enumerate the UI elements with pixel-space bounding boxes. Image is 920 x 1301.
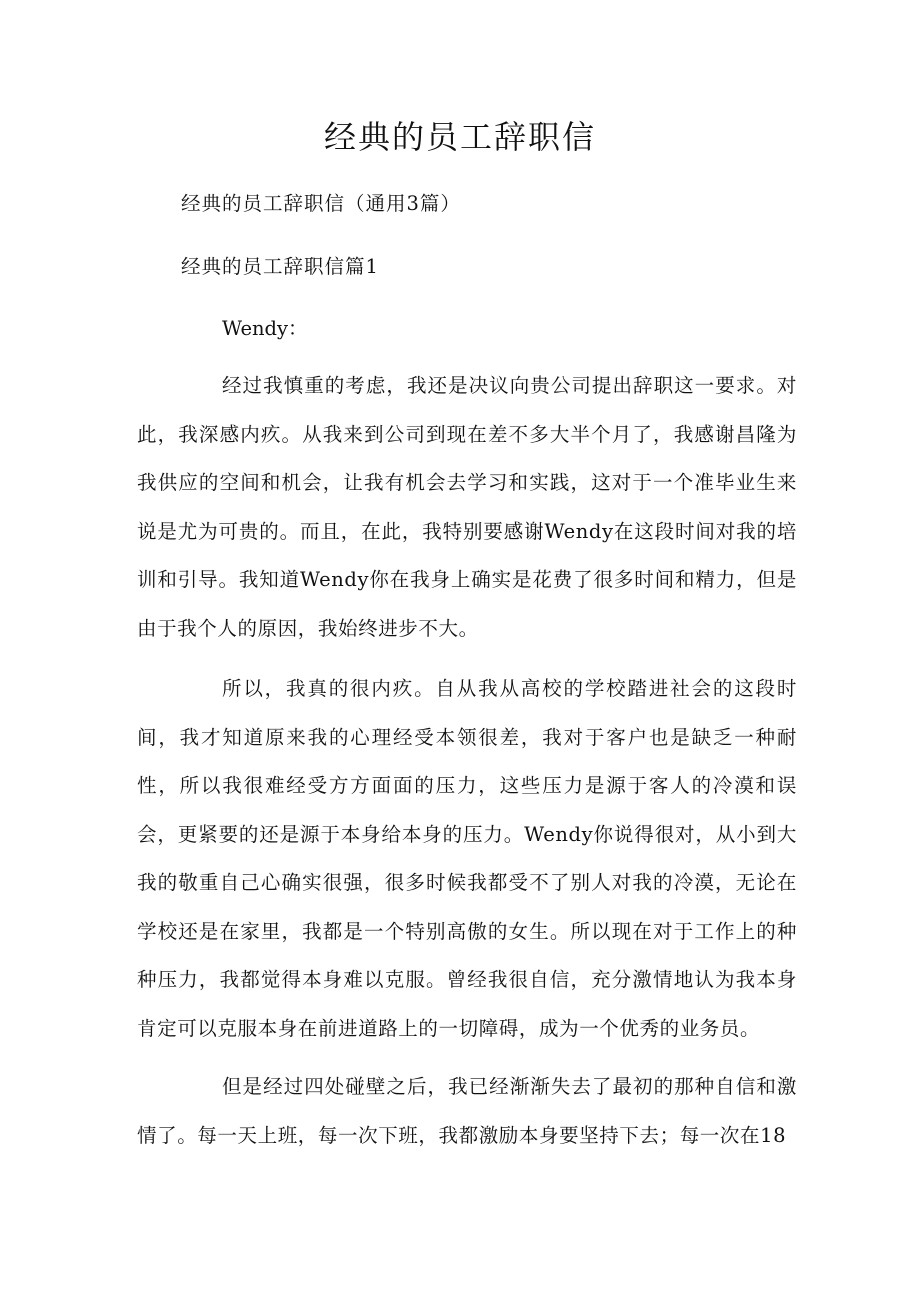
salutation: Wendy： — [222, 317, 308, 340]
body-paragraph-1: 经过我慎重的考虑，我还是决议向贵公司提出辞职这一要求。对此，我深感内疚。从我来到公司到现在差不多大半个月了，我感谢昌隆为我供应的空间和机会，让我有机会去学习和实践，这对于一个准毕业生来说是尤为可贵的。而且，在此，我特别要感谢Wendy在这段时间对我的培训和引导。我知道Wendy你在我身上确实是花费了很多时间和精力，但是由于我个人的原因，我始终进步不大。 — [137, 374, 797, 640]
document-subtitle: 经典的员工辞职信（通用3篇） — [181, 192, 461, 215]
body-paragraph-3: 但是经过四处碰壁之后，我已经渐渐失去了最初的那种自信和激情了。每一天上班，每一次下班，我都激励本身要坚持下去；每一次在18 — [137, 1075, 797, 1147]
section-heading: 经典的员工辞职信篇1 — [181, 255, 379, 278]
document-title: 经典的员工辞职信 — [323, 118, 596, 156]
body-paragraph-2: 所以，我真的很内疚。自从我从高校的学校踏进社会的这段时间，我才知道原来我的心理经受本领很差，我对于客户也是缺乏一种耐性，所以我很难经受方方面面的压力，这些压力是源于客人的冷漠和误会，更紧要的还是源于本身给本身的压力。Wendy你说得很对，从小到大我的敬重自己心确实很强，很多时候我都受不了别人对我的冷漠，无论在学校还是在家里，我都是一个特别高傲的女生。所以现在对于工作上的种种压力，我都觉得本身难以克服。曾经我很自信，充分激情地认为我本身肯定可以克服本身在前进道路上的一切障碍，成为一个优秀的业务员。 — [137, 677, 797, 1040]
